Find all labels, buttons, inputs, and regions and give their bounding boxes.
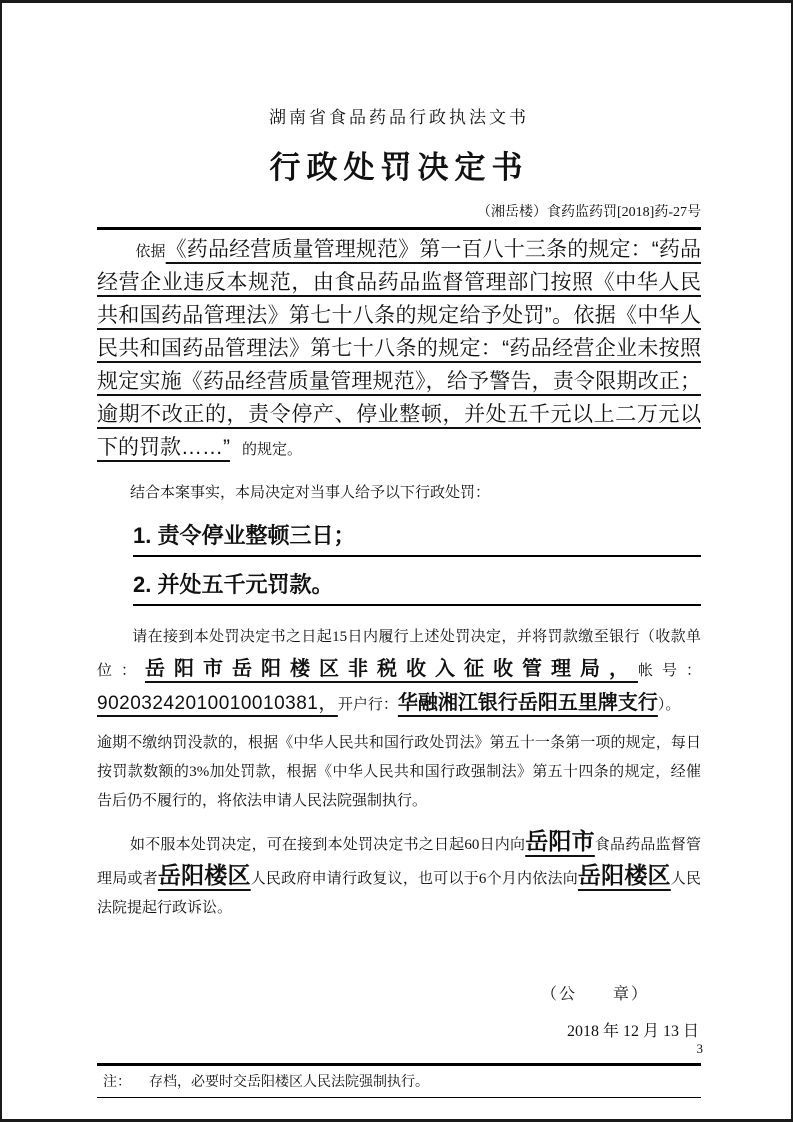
note-section [97, 1063, 701, 1098]
payment-instructions: 请在接到本处罚决定书之日起15日内履行上述处罚决定，并将罚款缴至银行（收款单位： [97, 629, 701, 679]
payment-closing: ）。 [657, 697, 681, 713]
decision-date: 2018 年 12 月 13 日 [566, 1023, 699, 1040]
appeal-paragraph [97, 826, 701, 923]
page-number: 3 [696, 1041, 703, 1056]
decision-item-2-text: 2. 并处五千元罚款。 [133, 572, 334, 597]
legal-basis-paragraph [97, 234, 701, 465]
note-content: 存档，必要时交岳阳楼区人民法院强制执行。 [149, 1074, 429, 1090]
appeal-part2: 食品药品监督管理局或者 [97, 837, 701, 887]
note-text [97, 1066, 701, 1097]
appeal-part4: 人民法院提起行政诉讼。 [97, 871, 701, 916]
official-seal-placeholder: （公 章） [540, 986, 649, 1003]
appeal-city-name: 岳阳市 [525, 828, 595, 854]
decision-intro: 结合本案事实，本局决定对当事人给予以下行政处罚： [130, 485, 491, 501]
bank-name: 华融湘江银行岳阳五里牌支行 [397, 692, 658, 714]
decision-item-1 [133, 522, 701, 557]
document-header: 湖南省食品药品行政执法文书 [269, 108, 529, 127]
account-number: 90203242010010010381， [97, 693, 338, 714]
bank-label: 开户行： [337, 697, 398, 713]
legal-basis-suffix: 的规定。 [242, 442, 303, 458]
overdue-penalty-paragraph: 逾期不缴纳罚没款的，根据《中华人民共和国行政处罚法》第五十一条第一项的规定，每日按罚款数额的3%加处罚款，根据《中华人民共和国行政强制法》第五十四条的规定，经催告后仍不履行的，将依法申请人民法院强制执行。 [97, 735, 701, 809]
payment-paragraph [97, 622, 701, 721]
legal-basis-prefix: 依据 [135, 244, 166, 260]
account-label: 帐号： [637, 663, 701, 679]
page-title: 行政处罚决定书 [269, 150, 529, 185]
decision-item-2 [133, 571, 701, 606]
note-label: 注： [103, 1074, 131, 1090]
appeal-part3: 人民政府申请行政复议，也可以于6个月内依法向 [250, 871, 578, 887]
appeal-district-name-1: 岳阳楼区 [157, 862, 251, 888]
legal-basis-quoted-text: 《药品经营质量管理规范》第一百八十三条的规定：“药品经营企业违反本规范，由食品药品监督管理部门按照《中华人民共和国药品管理法》第七十八条的规定给予处罚”。依据《中华人民共和国药品管理法》第七十八条的规定：“药品经营企业未按照规定实施《药品经营质量管理规范》，给予警告，责令限期改正；逾期不改正的，责令停产、停业整顿，并处五千元以上二万元以下的罚款……” [97, 238, 701, 459]
document-number: （湘岳楼）食药监药罚[2018]药-27号 [477, 205, 701, 220]
appeal-district-name-2: 岳阳楼区 [577, 862, 671, 888]
decision-item-1-text: 1. 责令停业整顿三日； [133, 523, 356, 548]
appeal-part1: 如不服本处罚决定，可在接到本处罚决定书之日起60日内向 [130, 837, 526, 853]
payee-name: 岳阳市岳阳楼区非税收入征收管理局， [145, 658, 638, 680]
note-bottom-divider [97, 1097, 701, 1099]
header-divider [97, 227, 701, 230]
